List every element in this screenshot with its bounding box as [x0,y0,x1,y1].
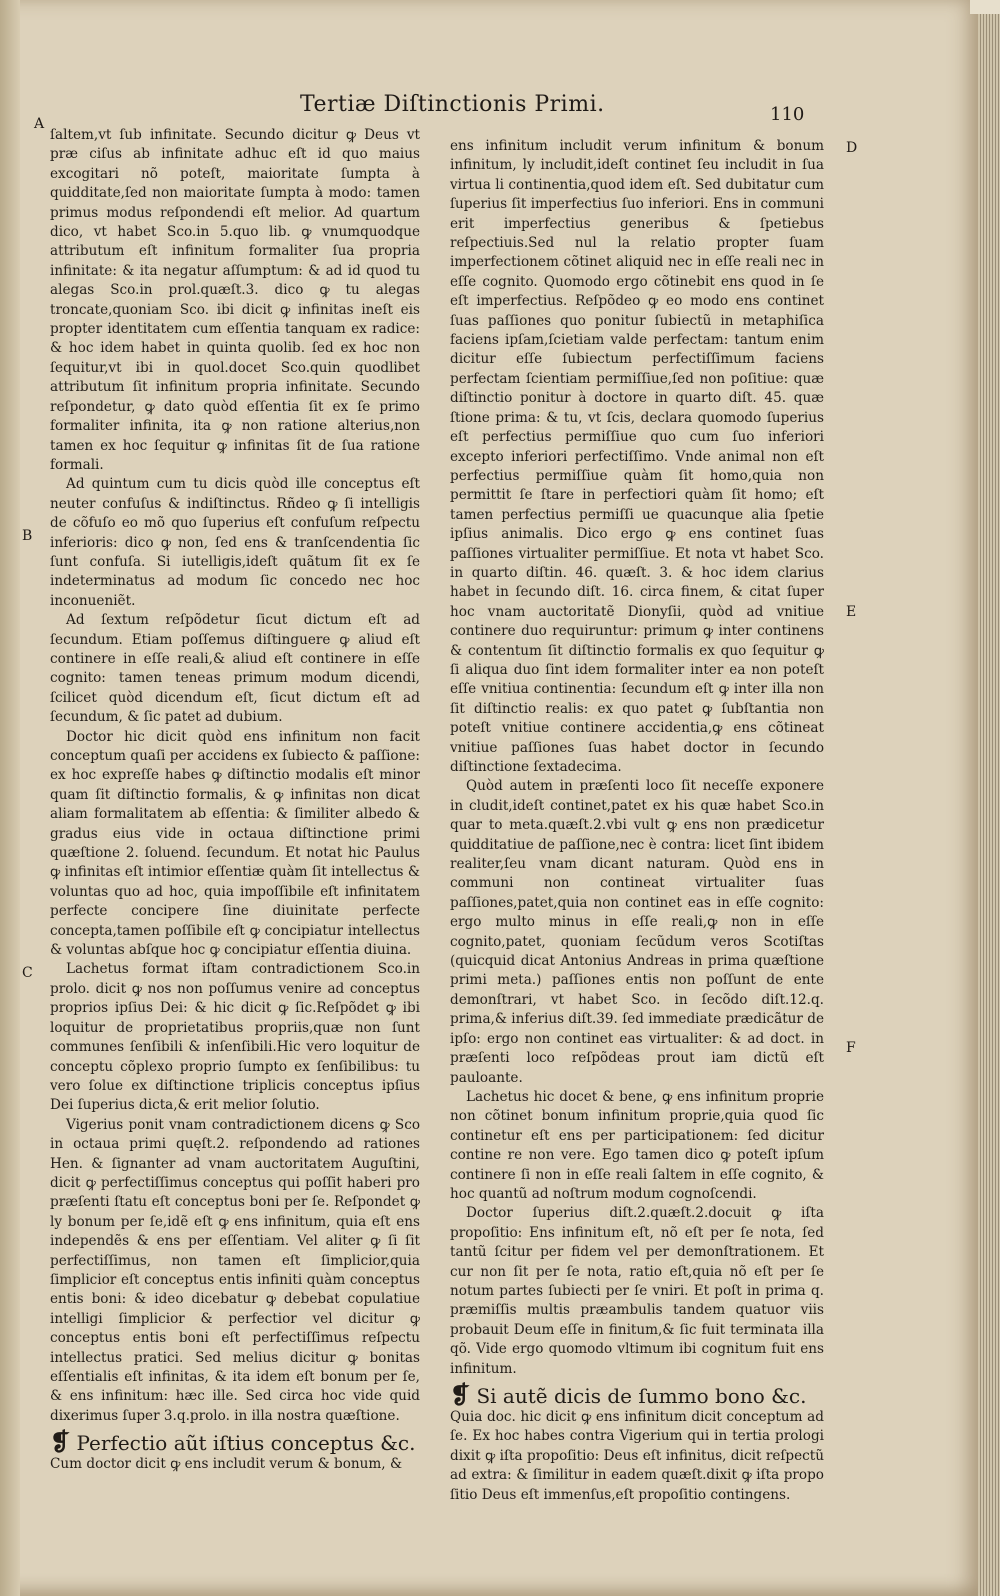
left-paragraph: Ad quintum cum tu dicis quòd ille conceptus eſt neuter confuſus & indiſtinctus. Rñdeo ꝙ ſi intelligis de cõfuſo eo mõ quo ſuperius eſt confuſum reſpectu inferioris: dico ꝙ non, ſed ens & tranſcendentia ſic ſunt confuſa. Si iutelligis,ideſt quãtum ſit ex ſe indeterminatus ad modum ſic concedo nec hoc inconueniẽt. [50,476,420,609]
right-paragraph: Quia doc. hic dicit ꝙ ens infinitum dicit conceptum ad ſe. Ex hoc habes contra Vigerium qui in tertia prologi dixit ꝙ iſta propoſitio: Deus eſt infinitus, dicit reſpectũ ad extra: & ſimilitur in eadem quæſt.dixit ꝙ iſta propo ſitio Deus eſt immenſus,eſt propoſitio contingens. [450,1409,824,1503]
left-paragraph: Lachetus format iſtam contradictionem Sco.in prolo. dicit ꝙ nos non poſſumus venire ad conceptus proprios ipſius Dei: & hic dicit ꝙ ſic.Reſpõdet ꝙ ibi loquitur de proprietatibus propriis,quæ non ſunt communes ſenſibili & inſenſibili.Hic vero loquitur de conceptu cõplexo proprio ſumpto ex ſenſibilibus: tu vero ſolue ex diſtinctione triplicis conceptus ipſius Dei ſuperius dicta,& erit melior ſolutio. [50,961,420,1114]
right-column [450,137,824,1505]
margin-marker-b: B [22,528,33,544]
right-paragraph: Lachetus hic docet & bene, ꝙ ens infinitum proprie non cõtinet bonum infinitum proprie,quia quod ſic continetur eſt ens per participationem: ſed dicitur contine re non vere. Ego tamen dico ꝙ poteſt ipſum continere ſi non in eſſe reali ſaltem in eſſe cognito, & hoc quantũ ad noſtrum modum cognoſcendi. [450,1088,824,1202]
right-paragraph: Doctor ſuperius diſt.2.quæſt.2.docuit ꝙ iſta propoſitio: Ens infinitum eſt, nõ eſt per ſe nota, ſed tantũ ſcitur per fidem vel per demonſtrationem. Et cur non ſit per ſe nota, ratio eſt,quia nõ eſt per ſe notum partes ſubiecti per ſe vniri. Et poſt in prima q. præmiſſis multis præambulis tandem quatuor viis probauit Deum eſſe in finitum,& ſic fuit terminata illa qõ. Vide ergo quomodo vltimum ibi cognitum fuit ens infinitum. [450,1205,824,1377]
left-paragraph: Vigerius ponit vnam contradictionem dicens ꝙ Sco in octaua primi quęſt.2. reſpondendo ad rationes Hen. & ſignanter ad vnam auctoritatem Auguſtini, dicit ꝙ perfectiſſimus conceptus qui poſſit haberi pro præſenti ſtatu eſt conceptus boni per ſe. Reſpondet ꝙ ly bonum per ſe,idẽ eſt ꝙ ens infinitum, quia eſt ens independẽs & ens per eſſentiam. Vel aliter ꝙ ſi ſit perfectiſſimus, non tamen eſt ſimplicior,quia ſimplicior eſt conceptus entis infiniti quàm conceptus entis boni: & ideo dicebatur ꝙ debebat copulatiue intelligi ſimplicior & perfectior vel dicitur ꝙ conceptus entis boni eſt perfectiſſimus reſpectu intellectus pratici. Sed melius dicitur ꝙ bonitas eſſentialis eſt infinitas, & ita idem eſt bonum per ſe, & ens infinitum: hæc ille. Sed circa hoc vide quid dixerimus ſuper 3.q.prolo. in illa nostra quæſtione. [50,1116,420,1424]
page-corner [970,0,1000,14]
margin-marker-f: F [846,1040,856,1056]
left-paragraph: Ad ſextum reſpõdetur ſicut dictum eſt ad ſecundum. Etiam poſſemus diſtinguere ꝙ aliud eſt continere in eſſe reali,& aliud eſt continere in eſſe cognito: tamen teneas primum modum dicendi, ſcilicet quòd dicendum eſt, ſicut dictum eſt ad ſecundum, & ſic patet ad dubium. [50,612,420,726]
right-subheading-text: Si autẽ dicis de ſummo bono &c. [476,1384,807,1408]
left-column [50,126,420,1475]
left-subheading [50,1427,420,1457]
pilcrow-mark: ❡ [50,1427,71,1457]
margin-marker-d: D [846,140,858,156]
pilcrow-mark: ❡ [450,1380,471,1409]
right-subheading [450,1380,824,1409]
right-paragraph: Quòd autem in præſenti loco ſit neceſſe exponere in cludit,ideſt continet,patet ex his quæ habet Sco.in quar to meta.quæſt.2.vbi vult ꝙ ens non prædicetur quidditatiue de paſſione,nec è contra: licet ſint ibidem realiter,ſeu vnam dicant naturam. Quòd ens in communi non contineat virtualiter ſuas paſſiones,patet,quia non continet eas in eſſe cognito: ergo multo minus in eſſe reali,ꝙ non in eſſe cognito,patet, quoniam ſecũdum veros Scotiſtas (quicquid dicat Antonius Andreas in prima quæſtione primi meta.) paſſiones entis non poſſunt de ente demonſtrari, vt habet Sco. in ſecõdo diſt.12.q. prima,& inferius diſt.39. ſed immediate prædicãtur de ipſo: ergo non continet eas virtualiter: & ad doct. in præſenti loco reſpõdeas prout iam dictũ eſt pauloante. [450,778,824,1086]
margin-marker-c: C [22,965,33,981]
folio-number: 110 [770,104,805,125]
page-gutter [0,0,20,1596]
left-paragraph: Cum doctor dicit ꝙ ens includit verum & bonum, & [50,1456,403,1473]
margin-marker-a: A [34,116,45,132]
left-paragraph: ſaltem,vt ſub infinitate. Secundo dicitur ꝙ Deus vt præ ciſus ab infinitate adhuc eſt id quo maius excogitari nõ poteſt, maioritate ſumpta à quidditate,ſed non maioritate ſumpta à modo: tamen primus modus reſpondendi eſt melior. Ad quartum dico, vt habet Sco.in 5.quo lib. ꝙ vnumquodque attributum eſt infinitum formaliter ſua propria infinitate: & ita negatur aſſumptum: & ad id quod tu alegas Sco.in prol.quæſt.3. dico ꝙ tu alegas troncate,quoniam Sco. ibi dicit ꝙ infinitas ineſt eis propter identitatem cum eſſentia tanquam ex radice: & hoc idem habet in quinta quolib. ſed ex hoc non ſequitur,vt ibi in quol.docet Sco.quin quodlibet attributum ſit infinitum propria infinitate. Secundo reſpondetur, ꝙ dato quòd eſſentia ſit ex ſe primo formaliter infinita, ita ꝙ non ratione alterius,non tamen ex hoc ſequitur ꝙ infinitas ſit de ſua ratione formali. [50,127,420,473]
right-paragraph: ens infinitum includit verum infinitum & bonum infinitum, ly includit,ideſt continet ſeu includit in ſua virtua li continentia,quod idem eſt. Sed dubitatur cum ſuperius ſit imperfectius ſuo inferiori. Ens in communi erit imperfectius generibus & ſpetiebus reſpectiuis.Sed nul la relatio propter ſuam imperfectionem cõtinet aliquid nec in eſſe reali nec in eſſe cognito. Quomodo ergo cõtinebit ens quod in ſe eſt imperfectius. Reſpõdeo ꝙ eo modo ens continet ſuas paſſiones quo ponitur ſubiectũ in metaphiſica faciens ipſam,ſcietiam valde perfectam: tantum enim dicitur eſſe ſubiectum perfectiſſimum faciens perfectam ſcientiam permiſſiue,ſed non poſitiue: quæ diſtinctio ponitur à doctore in quarto diſt. 45. quæ ſtione prima: & tu, vt ſcis, declara quomodo ſuperius eſt perfectius permiſſiue quo cum ſuo inferiori excepto inferiori perfectiſſimo. Vnde animal non eſt perfectius permiſſiue quàm ſit homo,quia non permittit ſe ſtare in perfectiori quàm ſit homo; eſt tamen perfectius permiſſi ue quacunque alia ſpetie ipſius animalis. Dico ergo ꝙ ens continet ſuas paſſiones virtualiter permiſſiue. Et nota vt habet Sco. in quarto diſtin. 46. quæſt. 3. & hoc idem clarius habet in ſecundo diſt. 16. circa finem, & citat ſuper hoc vnam auctoritatẽ Dionyſii, quòd ad vnitiue continere duo requiruntur: primum ꝙ inter continens & contentum ſit diſtinctio formalis ex quo ſequitur ꝙ ſi aliqua duo ſint idem formaliter inter ea non poteſt eſſe vnitiua continentia: ſecundum eſt ꝙ inter illa non ſit diſtinctio realis: ex quo patet ꝙ ſubſtantia non poteſt vnitiue continere accidentia,ꝙ ens cõtineat vnitiue paſſiones ſuas habet doctor in ſecundo diſtinctione ſextadecima. [450,138,824,775]
running-title: Tertiæ Diſtinctionis Primi. [300,92,605,117]
left-paragraph: Doctor hic dicit quòd ens infinitum non facit conceptum quaſi per accidens ex ſubiecto & paſſione: ex hoc expreſſe habes ꝙ diſtinctio modalis eſt minor quam ſit diſtinctio formalis, & ꝙ infinitas non dicat aliam formalitatem ab eſſentia: & ſimiliter albedo & gradus eius vide in octaua diſtinctione primi quæſtione 2. ſoluend. ſecundum. Et notat hic Paulus ꝙ infinitas eſt intimior eſſentiæ quàm ſit intellectus & voluntas quo ad hoc, quia impoſſibile eſt infinitatem perfecte concipere ſine diuinitate perfecte concepta,tamen poſſibile eſt ꝙ concipiatur intellectus & voluntas abſque hoc ꝙ concipiatur eſſentia diuina. [50,728,420,959]
page-edges [978,0,1000,1596]
margin-marker-e: E [846,604,857,620]
left-subheading-text: Perfectio aũt iſtius conceptus &c. [76,1431,416,1456]
